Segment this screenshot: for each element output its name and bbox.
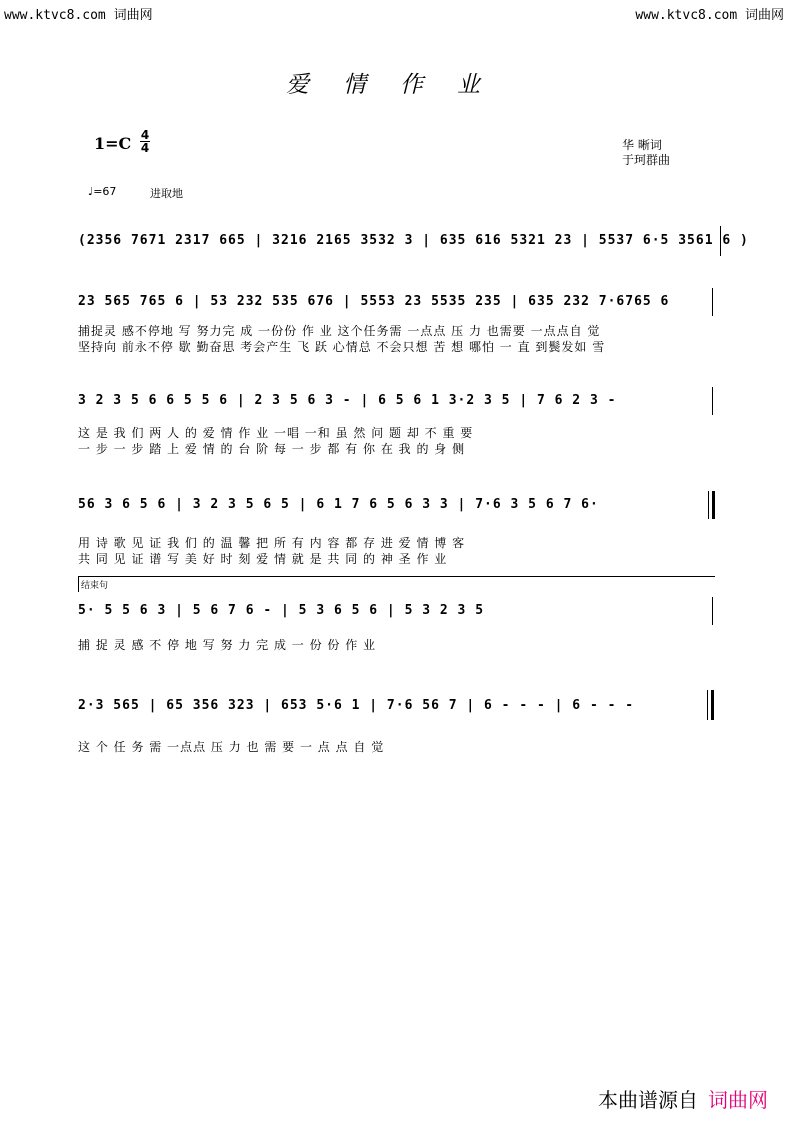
end-barline-4a <box>708 491 709 519</box>
footer-site-link[interactable]: 词曲网 <box>708 1088 768 1112</box>
end-barline-2 <box>712 288 713 316</box>
lyric-line-3b: 一 步 一 步 踏 上 爱 情 的 台 阶 每 一 步 都 有 你 在 我 的 身 侧 <box>78 442 466 456</box>
music-line-4: 56 3 6 5 6 | 3 2 3 5 6 5 | 6 1 7 6 5 6 3 3 | 7·6 3 5 6 7 6· <box>78 497 599 512</box>
lyric-line-3a: 这 是 我 们 两 人 的 爱 情 作 业 一唱 一和 虽 然 问 题 却 不 重 要 <box>78 426 474 440</box>
expression-mark: 进取地 <box>150 187 183 200</box>
final-barline-thin <box>707 690 708 720</box>
music-line-1: (2356 7671 2317 665 | 3216 2165 3532 3 | 635 616 5321 23 | 5537 6·5 3561 6 ) <box>78 233 749 248</box>
song-title: 爱情作业 <box>286 72 514 98</box>
lyricist: 华 晰词 <box>622 138 662 152</box>
key-signature: 1=C <box>94 134 132 153</box>
lyric-line-2a: 捕捉灵 感不停地 写 努力完 成 一份份 作 业 这个任务需 一点点 压 力 也需要 一点点自 觉 <box>78 324 601 338</box>
end-barline-1 <box>720 226 721 256</box>
ending-section-label: 结束句 <box>78 576 715 592</box>
lyric-line-2b: 坚持向 前永不停 歇 勤奋思 考会产生 飞 跃 心情总 不会只想 苦 想 哪怕 一 直 到鬓发如 雪 <box>78 340 606 354</box>
time-sig-bottom: 4 <box>140 141 150 155</box>
time-signature <box>140 129 150 154</box>
header-site-left[interactable]: www.ktvc8.com 词曲网 <box>4 8 153 23</box>
tempo-mark: ♩=67 <box>88 185 117 198</box>
end-barline-4b <box>712 491 715 519</box>
music-line-6: 2·3 565 | 65 356 323 | 653 5·6 1 | 7·6 56 7 | 6 - - - | 6 - - - <box>78 698 635 713</box>
header-site-right[interactable]: www.ktvc8.com 词曲网 <box>635 8 784 23</box>
credits <box>622 138 670 168</box>
time-sig-top: 4 <box>140 128 150 142</box>
lyric-line-6: 这 个 任 务 需 一点点 压 力 也 需 要 一 点 点 自 觉 <box>78 740 385 754</box>
end-barline-5 <box>712 597 713 625</box>
footer-source-label: 本曲谱源自 <box>598 1088 698 1112</box>
composer: 于珂群曲 <box>622 153 671 167</box>
final-barline-thick <box>711 690 714 720</box>
music-line-5: 5· 5 5 6 3 | 5 6 7 6 - | 5 3 6 5 6 | 5 3 2 3 5 <box>78 603 485 618</box>
footer-source <box>598 1084 768 1113</box>
lyric-line-4a: 用 诗 歌 见 证 我 们 的 温 馨 把 所 有 内 容 都 存 进 爱 情 博 客 <box>78 536 466 550</box>
music-line-3: 3 2 3 5 6 6 5 5 6 | 2 3 5 6 3 - | 6 5 6 1 3·2 3 5 | 7 6 2 3 - <box>78 393 617 408</box>
lyric-line-5: 捕 捉 灵 感 不 停 地 写 努 力 完 成 一 份 份 作 业 <box>78 638 377 652</box>
music-line-2: 23 565 765 6 | 53 232 535 676 | 5553 23 5535 235 | 635 232 7·6765 6 <box>78 294 670 309</box>
lyric-line-4b: 共 同 见 证 谱 写 美 好 时 刻 爱 情 就 是 共 同 的 神 圣 作 业 <box>78 552 448 566</box>
end-barline-3 <box>712 387 713 415</box>
